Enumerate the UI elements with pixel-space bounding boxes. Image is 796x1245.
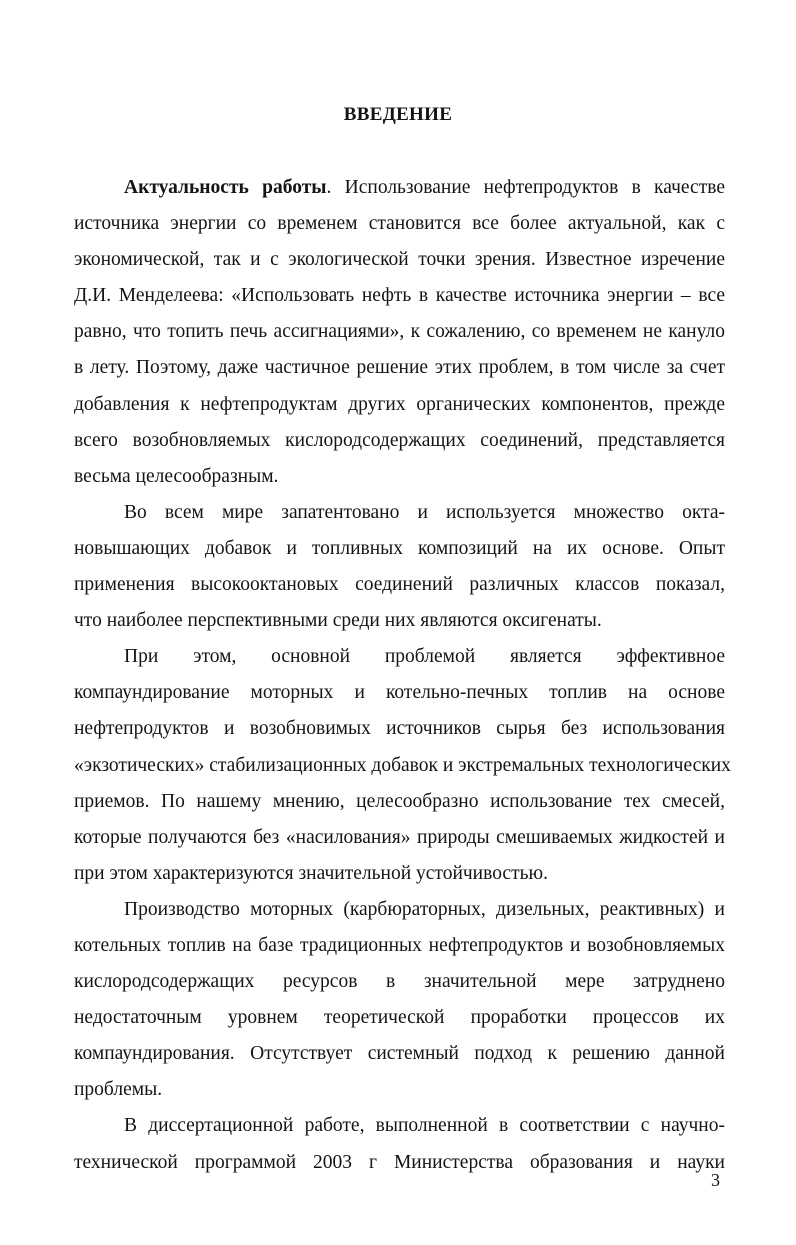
paragraph bbox=[74, 495, 725, 639]
text-line: Производство моторных (карбюраторных, дизельных, реактивных) и bbox=[124, 898, 725, 920]
paragraph bbox=[74, 892, 725, 1109]
text-line: кислородсодержащих ресурсов в значительной мере затруднено bbox=[74, 971, 725, 993]
text-line: Д.И. Менделеева: «Использовать нефть в качестве источника энергии – все bbox=[74, 285, 725, 307]
page-title: ВВЕДЕНИЕ bbox=[343, 104, 453, 125]
text-line: проблемы. bbox=[74, 1079, 163, 1101]
text-line: Во всем мире запатентовано и используется множество окта- bbox=[124, 501, 725, 523]
text-line: нефтепродуктов и возобновимых источников сырья без использования bbox=[74, 718, 725, 740]
paragraph bbox=[74, 1108, 725, 1180]
text-line: что наиболее перспективными среди них являются оксигенаты. bbox=[74, 610, 602, 632]
text-line: экономической, так и с экологической точки зрения. Известное изречение bbox=[74, 249, 725, 271]
text-line: Актуальность работы. Использование нефтепродуктов в качестве bbox=[124, 177, 725, 198]
text-line: всего возобновляемых кислородсодержащих соединений, представляется bbox=[74, 429, 725, 451]
text-line: «экзотических» стабилизационных добавок и экстремальных технологических bbox=[74, 754, 731, 776]
text-line: новышающих добавок и топливных композиций на их основе. Опыт bbox=[74, 537, 725, 559]
text-line: недостаточным уровнем теоретической проработки процессов их bbox=[74, 1007, 725, 1029]
text-line: в лету. Поэтому, даже частичное решение этих проблем, в том числе за счет bbox=[74, 357, 725, 379]
paragraph-relevance bbox=[74, 170, 725, 495]
text-line: технической программой 2003 г Министерства образования и науки bbox=[74, 1151, 725, 1173]
text-line: которые получаются без «насилования» природы смешиваемых жидкостей и bbox=[74, 826, 725, 848]
text-line: котельных топлив на базе традиционных нефтепродуктов и возобновляемых bbox=[74, 934, 725, 956]
text-line: весьма целесообразным. bbox=[74, 465, 279, 487]
text-line: В диссертационной работе, выполненной в соответствии с научно- bbox=[124, 1115, 725, 1137]
page-number: 3 bbox=[711, 1170, 720, 1190]
body-text bbox=[74, 170, 731, 1181]
text-line: При этом, основной проблемой является эффективное bbox=[124, 646, 725, 668]
text-line: равно, что топить печь ассигнациями», к сожалению, со временем не кануло bbox=[74, 321, 725, 343]
text-line: применения высокооктановых соединений различных классов показал, bbox=[74, 574, 725, 596]
paragraph bbox=[74, 639, 731, 892]
text-line: компаундирование моторных и котельно-печных топлив на основе bbox=[74, 682, 725, 704]
text-line: источника энергии со временем становится все более актуальной, как с bbox=[74, 213, 725, 235]
lead-term: Актуальность работы bbox=[124, 177, 327, 198]
text-line: при этом характеризуются значительной устойчивостью. bbox=[74, 862, 548, 884]
text-line: компаундирования. Отсутствует системный подход к решению данной bbox=[74, 1043, 725, 1065]
text-line: приемов. По нашему мнению, целесообразно использование тех смесей, bbox=[74, 790, 725, 812]
text-line: добавления к нефтепродуктам других органических компонентов, прежде bbox=[74, 393, 725, 415]
